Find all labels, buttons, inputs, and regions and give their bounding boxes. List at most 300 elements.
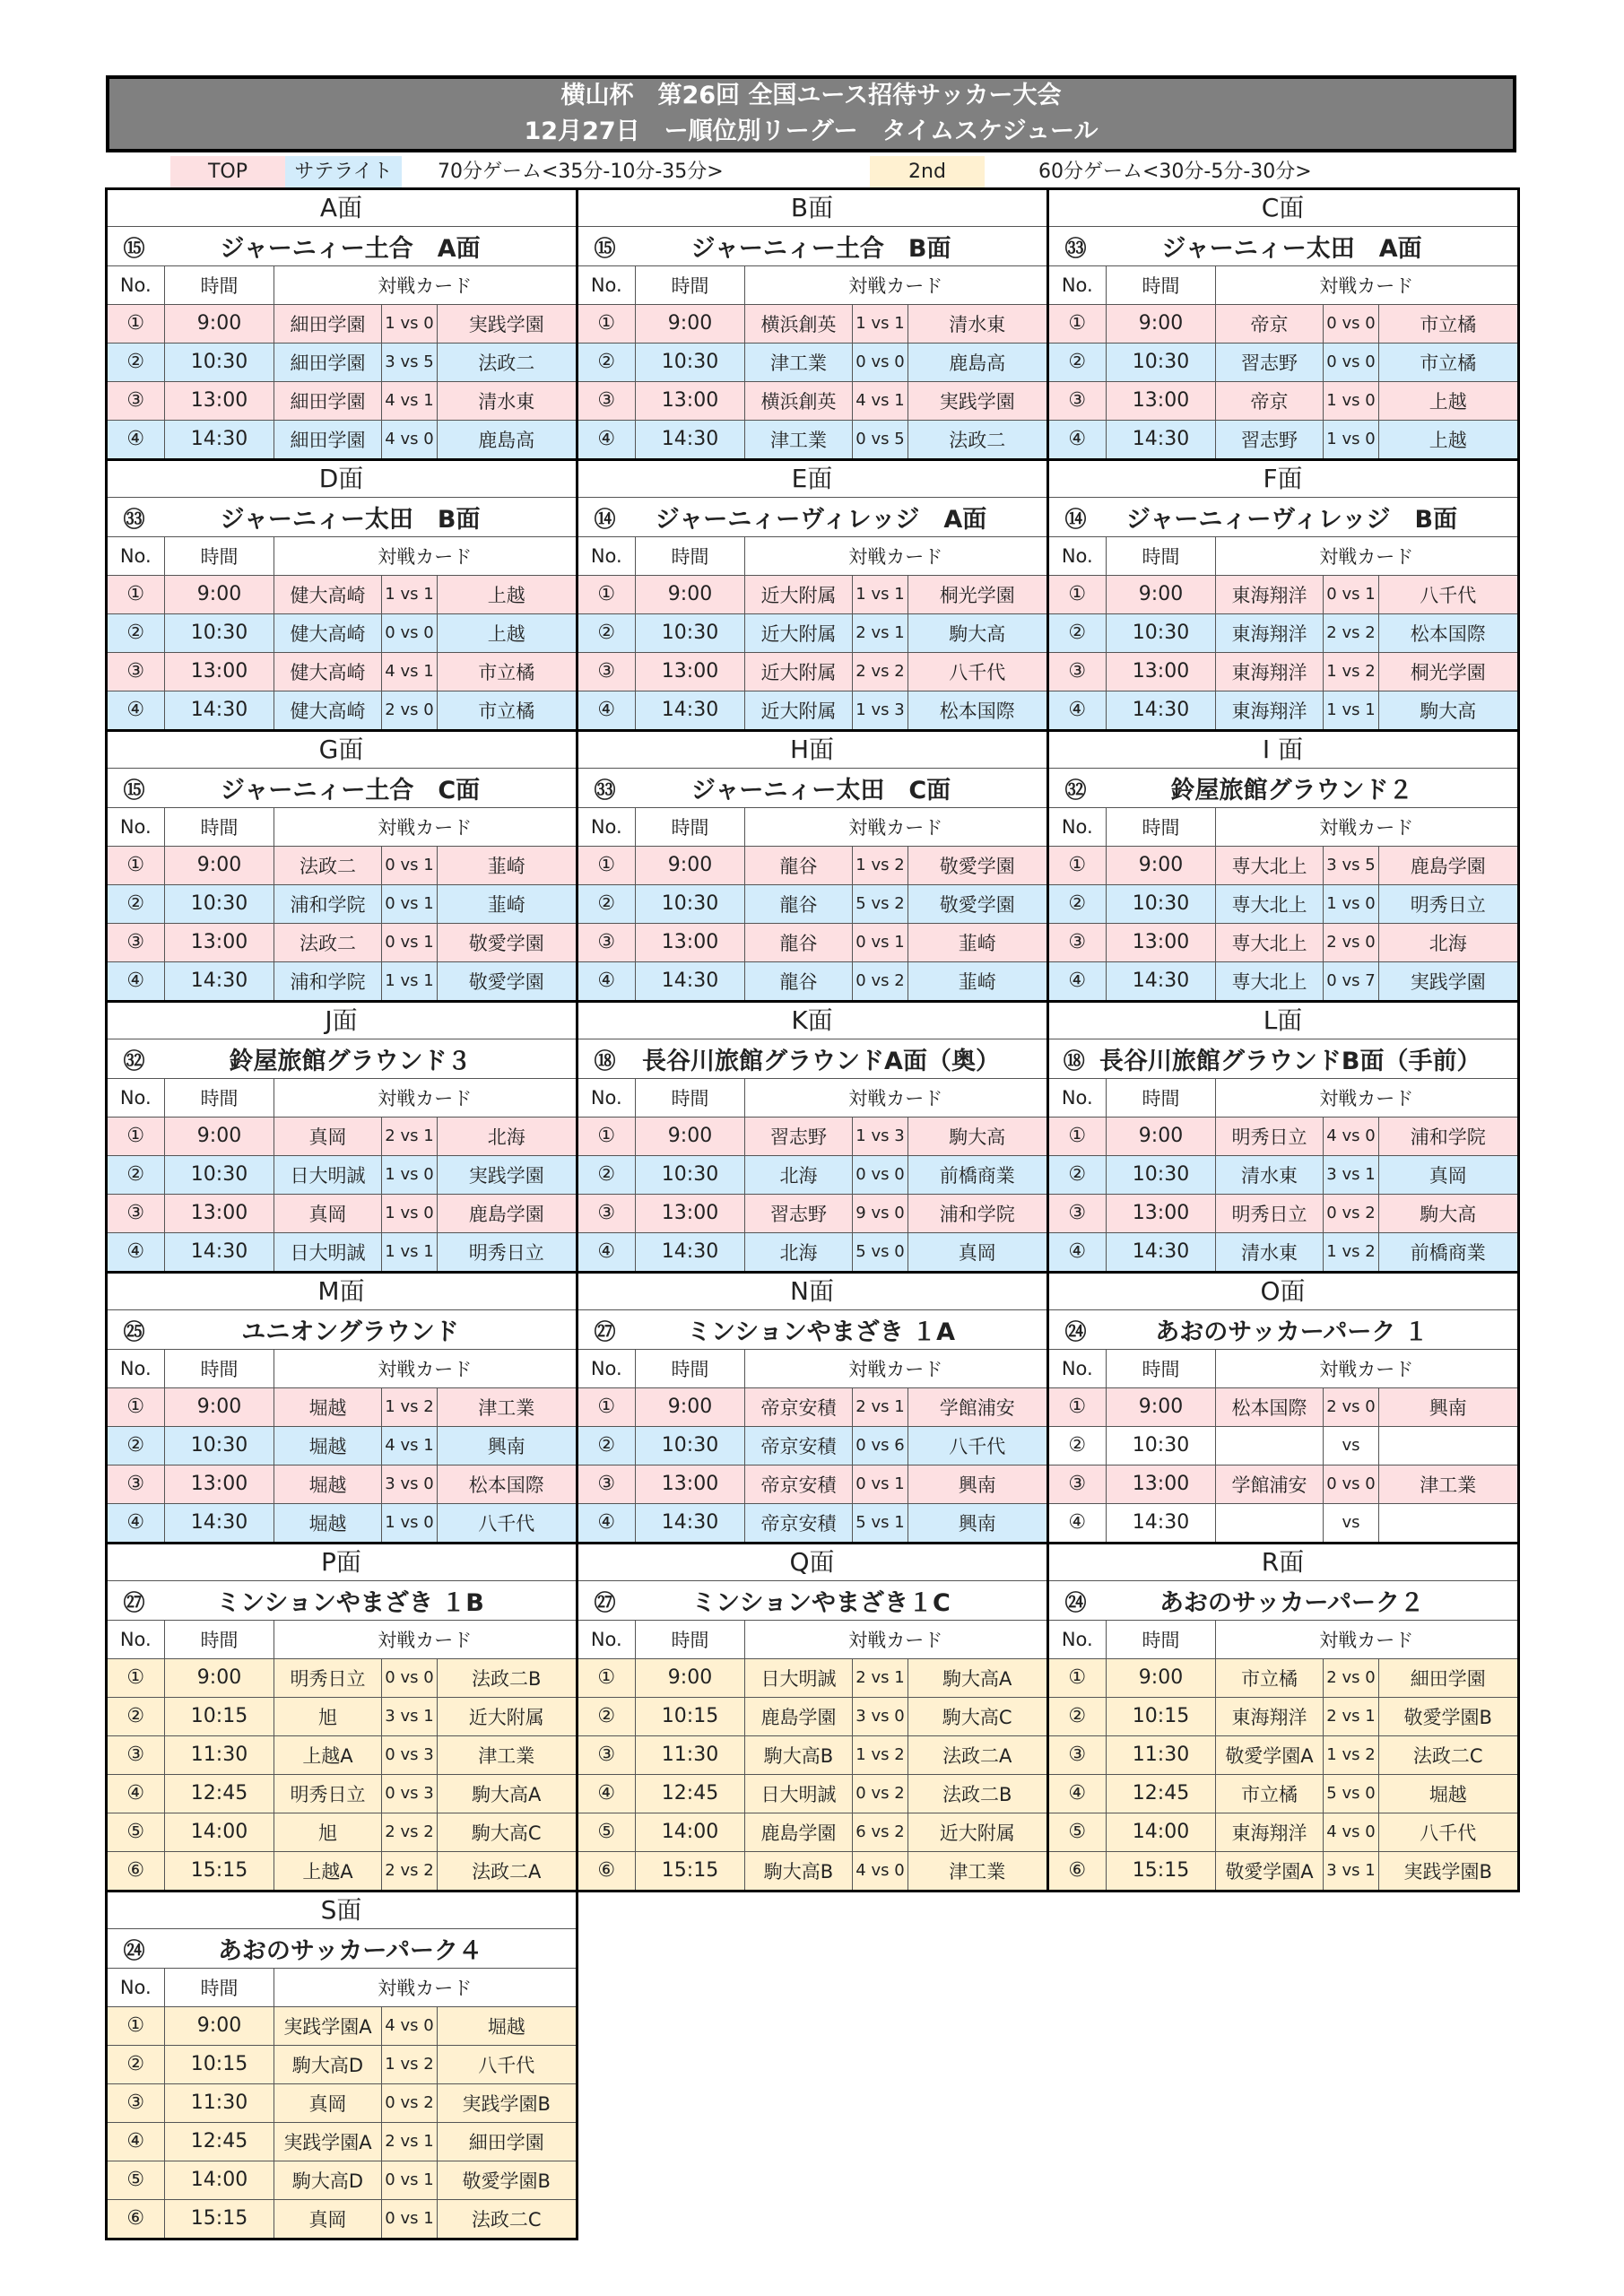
venue-row xyxy=(578,498,1046,537)
team-away: 法政二B xyxy=(438,1658,576,1697)
match-row xyxy=(108,2122,576,2161)
team-away: 韮崎 xyxy=(438,884,576,923)
header-match: 対戦カード xyxy=(745,808,1046,847)
venue-row xyxy=(1049,227,1517,266)
match-row xyxy=(1049,613,1517,652)
team-away: 明秀日立 xyxy=(438,1232,576,1271)
match-no: ④ xyxy=(1049,1232,1107,1271)
team-home: 駒大高D xyxy=(274,2161,382,2199)
header-time: 時間 xyxy=(165,1350,274,1388)
venue-name: 長谷川旅館グラウンドA面（奥） xyxy=(642,1047,1000,1075)
match-score: 0 vs 2 xyxy=(853,1774,908,1813)
header-no: No. xyxy=(1049,1079,1107,1118)
team-away: 法政二A xyxy=(908,1735,1046,1774)
field-section-label: P面 xyxy=(108,1544,576,1581)
match-row xyxy=(1049,652,1517,691)
header-time: 時間 xyxy=(165,1969,274,2007)
match-score: 1 vs 2 xyxy=(1324,1232,1379,1271)
match-no: ② xyxy=(1049,1155,1107,1194)
match-row xyxy=(578,1117,1046,1155)
match-time: 10:30 xyxy=(1107,884,1216,923)
match-score: 1 vs 0 xyxy=(382,1155,438,1194)
match-time: 12:45 xyxy=(165,2122,274,2161)
team-away: 上越 xyxy=(438,613,576,652)
header-match: 対戦カード xyxy=(274,1969,576,2007)
match-row xyxy=(578,1658,1046,1697)
match-score: 4 vs 0 xyxy=(382,2006,438,2045)
header-no: No. xyxy=(108,1621,165,1659)
team-home: 明秀日立 xyxy=(1216,1117,1324,1155)
match-no: ⑤ xyxy=(578,1813,636,1851)
venue-number: ㉜ xyxy=(1064,777,1087,803)
team-home: 学館浦安 xyxy=(1216,1465,1324,1503)
match-time: 14:30 xyxy=(1107,691,1216,729)
field-section-label: D面 xyxy=(108,461,576,498)
header-no: No. xyxy=(1049,1621,1107,1659)
match-no: ⑥ xyxy=(108,2199,165,2238)
team-away: 桐光学園 xyxy=(1379,652,1517,691)
match-no: ② xyxy=(578,1155,636,1194)
match-row xyxy=(1049,1697,1517,1735)
venue-number: ⑮ xyxy=(594,235,616,261)
team-away xyxy=(1379,1503,1517,1542)
match-score: 0 vs 1 xyxy=(853,923,908,961)
team-away: 法政二C xyxy=(438,2199,576,2238)
match-score: 0 vs 1 xyxy=(1324,575,1379,613)
team-home: 細田学園 xyxy=(274,420,382,458)
header-match: 対戦カード xyxy=(274,537,576,576)
match-no: ③ xyxy=(578,652,636,691)
header-time: 時間 xyxy=(636,537,745,576)
column-header-row xyxy=(108,1621,576,1659)
team-home: 東海翔洋 xyxy=(1216,652,1324,691)
team-away: 上越 xyxy=(1379,381,1517,420)
team-away: 法政二A xyxy=(438,1851,576,1890)
team-home: 龍谷 xyxy=(745,923,853,961)
team-home: 近大附属 xyxy=(745,652,853,691)
team-home: 健大高崎 xyxy=(274,613,382,652)
match-no: ③ xyxy=(578,1194,636,1232)
column-header-row xyxy=(1049,1350,1517,1388)
team-away: 市立橘 xyxy=(1379,304,1517,343)
header-no: No. xyxy=(578,1621,636,1659)
match-time: 13:00 xyxy=(1107,1465,1216,1503)
match-time: 10:30 xyxy=(636,1426,745,1465)
match-time: 13:00 xyxy=(165,381,274,420)
venue-number: ㉝ xyxy=(1064,235,1087,261)
field-panel-4 xyxy=(576,458,1049,732)
team-away: 法政二B xyxy=(908,1774,1046,1813)
match-time: 9:00 xyxy=(1107,1387,1216,1426)
team-away: 堀越 xyxy=(1379,1774,1517,1813)
match-no: ① xyxy=(108,304,165,343)
team-away: 法政二C xyxy=(1379,1735,1517,1774)
team-home: 堀越 xyxy=(274,1426,382,1465)
team-home: 北海 xyxy=(745,1232,853,1271)
header-match: 対戦カード xyxy=(1216,1621,1517,1659)
team-home: 清水東 xyxy=(1216,1232,1324,1271)
field-panel-17 xyxy=(1046,1542,1520,1892)
field-section-label: Q面 xyxy=(578,1544,1046,1581)
match-score: 2 vs 0 xyxy=(1324,1658,1379,1697)
match-table xyxy=(1049,1621,1517,1890)
match-time: 9:00 xyxy=(165,846,274,884)
match-row xyxy=(108,1735,576,1774)
header-time: 時間 xyxy=(636,1350,745,1388)
team-away: 興南 xyxy=(908,1465,1046,1503)
match-no: ③ xyxy=(578,381,636,420)
match-row xyxy=(578,1774,1046,1813)
match-time: 9:00 xyxy=(165,1387,274,1426)
match-no: ③ xyxy=(1049,1194,1107,1232)
header-time: 時間 xyxy=(1107,266,1216,305)
team-away: 八千代 xyxy=(438,2045,576,2083)
header-time: 時間 xyxy=(636,1079,745,1118)
team-away: 桐光学園 xyxy=(908,575,1046,613)
team-home: 真岡 xyxy=(274,1194,382,1232)
team-home: 北海 xyxy=(745,1155,853,1194)
team-away: 韮崎 xyxy=(908,923,1046,961)
header-match: 対戦カード xyxy=(1216,1350,1517,1388)
team-home: 専大北上 xyxy=(1216,846,1324,884)
match-no: ④ xyxy=(108,1503,165,1542)
header-no: No. xyxy=(108,1969,165,2007)
match-score: 0 vs 2 xyxy=(382,2083,438,2122)
match-score: 1 vs 1 xyxy=(382,961,438,1000)
match-time: 14:30 xyxy=(165,961,274,1000)
match-time: 13:00 xyxy=(636,1194,745,1232)
team-home: 駒大高B xyxy=(745,1851,853,1890)
team-away: 八千代 xyxy=(1379,575,1517,613)
header-time: 時間 xyxy=(1107,537,1216,576)
match-row xyxy=(108,846,576,884)
header-match: 対戦カード xyxy=(1216,1079,1517,1118)
venue-number: ㉝ xyxy=(123,506,145,532)
match-table xyxy=(578,808,1046,1000)
header-match: 対戦カード xyxy=(745,1079,1046,1118)
match-time: 9:00 xyxy=(636,1658,745,1697)
match-table xyxy=(108,537,576,729)
match-row xyxy=(578,381,1046,420)
team-away: 堀越 xyxy=(438,2006,576,2045)
match-no: ⑤ xyxy=(108,2161,165,2199)
match-no: ⑥ xyxy=(1049,1851,1107,1890)
team-home: 明秀日立 xyxy=(274,1774,382,1813)
team-away: 市立橘 xyxy=(438,652,576,691)
venue-name: ジャーニィー太田 B面 xyxy=(220,505,481,534)
match-time: 10:15 xyxy=(636,1697,745,1735)
match-row xyxy=(108,1813,576,1851)
match-score: 0 vs 2 xyxy=(1324,1194,1379,1232)
match-no: ④ xyxy=(578,420,636,458)
match-score: 0 vs 2 xyxy=(853,961,908,1000)
legend-2nd: 2nd xyxy=(870,156,985,188)
match-score: 2 vs 2 xyxy=(382,1851,438,1890)
team-away: 八千代 xyxy=(908,1426,1046,1465)
team-home: 松本国際 xyxy=(1216,1387,1324,1426)
header-no: No. xyxy=(1049,266,1107,305)
match-score: 1 vs 3 xyxy=(853,691,908,729)
team-away: 鹿島高 xyxy=(438,420,576,458)
team-home: 明秀日立 xyxy=(1216,1194,1324,1232)
team-home: 旭 xyxy=(274,1813,382,1851)
match-score: 1 vs 0 xyxy=(382,304,438,343)
team-home: 日大明誠 xyxy=(745,1774,853,1813)
match-no: ④ xyxy=(578,961,636,1000)
match-score: 1 vs 1 xyxy=(853,575,908,613)
field-section-label: F面 xyxy=(1049,461,1517,498)
team-home: 龍谷 xyxy=(745,846,853,884)
team-away: 八千代 xyxy=(908,652,1046,691)
match-time: 13:00 xyxy=(636,381,745,420)
match-score: 0 vs 0 xyxy=(853,343,908,381)
match-no: ④ xyxy=(108,420,165,458)
field-section-label: M面 xyxy=(108,1274,576,1310)
match-time: 10:30 xyxy=(636,343,745,381)
team-away: 敬愛学園 xyxy=(438,961,576,1000)
match-score: 2 vs 2 xyxy=(1324,613,1379,652)
header-match: 対戦カード xyxy=(274,266,576,305)
match-table xyxy=(108,1350,576,1542)
match-score: 2 vs 1 xyxy=(1324,1697,1379,1735)
match-no: ④ xyxy=(108,691,165,729)
match-time: 14:00 xyxy=(636,1813,745,1851)
match-no: ① xyxy=(578,1387,636,1426)
team-away: 実践学園 xyxy=(438,304,576,343)
match-time: 9:00 xyxy=(636,304,745,343)
match-score: 0 vs 0 xyxy=(1324,343,1379,381)
match-time: 13:00 xyxy=(1107,381,1216,420)
match-row xyxy=(108,2199,576,2238)
venue-number: ㉗ xyxy=(123,1589,145,1615)
header-no: No. xyxy=(578,537,636,576)
venue-number: ㉔ xyxy=(1064,1589,1087,1615)
field-section-label: N面 xyxy=(578,1274,1046,1310)
match-row xyxy=(108,2045,576,2083)
match-row xyxy=(1049,1194,1517,1232)
match-time: 10:30 xyxy=(165,613,274,652)
match-no: ③ xyxy=(1049,923,1107,961)
header-match: 対戦カード xyxy=(274,808,576,847)
column-header-row xyxy=(108,1079,576,1118)
match-row xyxy=(108,420,576,458)
field-section-label: J面 xyxy=(108,1003,576,1039)
title-bar xyxy=(106,75,1516,152)
venue-name: 長谷川旅館グラウンドB面（手前） xyxy=(1099,1047,1481,1075)
header-time: 時間 xyxy=(1107,1621,1216,1659)
match-time: 14:00 xyxy=(165,1813,274,1851)
match-no: ③ xyxy=(578,923,636,961)
match-no: ① xyxy=(108,1658,165,1697)
column-header-row xyxy=(578,1079,1046,1118)
match-time: 14:30 xyxy=(165,1232,274,1271)
match-time: 10:30 xyxy=(1107,613,1216,652)
venue-row xyxy=(108,1929,576,1969)
team-away: 近大附属 xyxy=(908,1813,1046,1851)
venue-number: ⑮ xyxy=(123,777,145,803)
field-panel-9 xyxy=(105,1000,578,1274)
match-time: 10:30 xyxy=(1107,1155,1216,1194)
header-match: 対戦カード xyxy=(274,1621,576,1659)
team-away: 駒大高 xyxy=(1379,691,1517,729)
match-time: 12:45 xyxy=(165,1774,274,1813)
match-row xyxy=(108,1117,576,1155)
match-no: ① xyxy=(578,304,636,343)
match-row xyxy=(108,613,576,652)
match-time: 13:00 xyxy=(1107,923,1216,961)
match-score: 2 vs 1 xyxy=(382,1117,438,1155)
match-score: 2 vs 1 xyxy=(853,1387,908,1426)
team-home: 龍谷 xyxy=(745,961,853,1000)
match-score: 0 vs 5 xyxy=(853,420,908,458)
team-away: 興南 xyxy=(908,1503,1046,1542)
match-no: ③ xyxy=(108,923,165,961)
team-home: 津工業 xyxy=(745,420,853,458)
team-home: 習志野 xyxy=(745,1117,853,1155)
header-no: No. xyxy=(578,1350,636,1388)
field-section-label: I 面 xyxy=(1049,732,1517,769)
match-row xyxy=(578,343,1046,381)
match-no: ③ xyxy=(1049,381,1107,420)
match-no: ② xyxy=(1049,613,1107,652)
match-row xyxy=(1049,575,1517,613)
header-no: No. xyxy=(578,808,636,847)
venue-name: ジャーニィー土合 C面 xyxy=(220,776,481,804)
match-time: 14:30 xyxy=(165,1503,274,1542)
match-row xyxy=(108,1426,576,1465)
venue-number: ⑱ xyxy=(1063,1048,1085,1074)
header-match: 対戦カード xyxy=(745,1621,1046,1659)
field-section-label: B面 xyxy=(578,190,1046,227)
column-header-row xyxy=(1049,1621,1517,1659)
team-away: 浦和学院 xyxy=(908,1194,1046,1232)
column-header-row xyxy=(578,1621,1046,1659)
match-score: 1 vs 2 xyxy=(382,1387,438,1426)
team-home: 龍谷 xyxy=(745,884,853,923)
team-away: 津工業 xyxy=(1379,1465,1517,1503)
match-row xyxy=(1049,691,1517,729)
match-table xyxy=(1049,266,1517,458)
match-no: ② xyxy=(578,1426,636,1465)
match-score: 2 vs 1 xyxy=(382,2122,438,2161)
match-time: 12:45 xyxy=(636,1774,745,1813)
match-score: 2 vs 0 xyxy=(1324,1387,1379,1426)
match-no: ④ xyxy=(108,2122,165,2161)
match-no: ④ xyxy=(1049,1503,1107,1542)
legend-satellite: サテライト xyxy=(285,156,402,188)
match-row xyxy=(578,691,1046,729)
match-row xyxy=(1049,1232,1517,1271)
match-no: ④ xyxy=(1049,961,1107,1000)
column-header-row xyxy=(1049,1079,1517,1118)
header-time: 時間 xyxy=(165,1621,274,1659)
team-home: 細田学園 xyxy=(274,343,382,381)
match-time: 13:00 xyxy=(165,1465,274,1503)
match-score: 1 vs 1 xyxy=(1324,691,1379,729)
match-row xyxy=(108,304,576,343)
team-home: 東海翔洋 xyxy=(1216,1697,1324,1735)
team-home: 明秀日立 xyxy=(274,1658,382,1697)
venue-number: ㉗ xyxy=(594,1589,616,1615)
match-row xyxy=(578,1735,1046,1774)
match-time: 9:00 xyxy=(165,304,274,343)
team-home: 堀越 xyxy=(274,1503,382,1542)
match-score: 4 vs 1 xyxy=(853,381,908,420)
field-section-label: R面 xyxy=(1049,1544,1517,1581)
match-time: 13:00 xyxy=(165,1194,274,1232)
match-score: 5 vs 0 xyxy=(1324,1774,1379,1813)
venue-name: ジャーニィー太田 C面 xyxy=(690,776,951,804)
match-score: 1 vs 1 xyxy=(382,575,438,613)
match-table xyxy=(578,1621,1046,1890)
venue-row xyxy=(108,1581,576,1621)
match-row xyxy=(578,420,1046,458)
header-time: 時間 xyxy=(636,808,745,847)
team-home: 堀越 xyxy=(274,1387,382,1426)
title-line-1: 横山杯 第26回 全国ユース招待サッカー大会 xyxy=(560,82,1062,109)
team-home: 帝京安積 xyxy=(745,1426,853,1465)
venue-number: ⑭ xyxy=(594,506,616,532)
column-header-row xyxy=(108,266,576,305)
venue-row xyxy=(578,1039,1046,1079)
column-header-row xyxy=(578,537,1046,576)
field-panel-18 xyxy=(105,1890,578,2240)
match-no: ③ xyxy=(1049,1735,1107,1774)
match-score: 4 vs 1 xyxy=(382,1426,438,1465)
match-no: ⑤ xyxy=(1049,1813,1107,1851)
match-score: 2 vs 2 xyxy=(853,652,908,691)
team-home: 専大北上 xyxy=(1216,923,1324,961)
match-table xyxy=(1049,1079,1517,1271)
match-no: ③ xyxy=(578,1465,636,1503)
match-time: 11:30 xyxy=(165,1735,274,1774)
venue-number: ㉗ xyxy=(594,1318,616,1344)
match-score: 1 vs 1 xyxy=(382,1232,438,1271)
match-no: ② xyxy=(578,613,636,652)
team-away: 敬愛学園 xyxy=(438,923,576,961)
match-row xyxy=(108,1387,576,1426)
match-no: ③ xyxy=(108,1735,165,1774)
field-panel-10 xyxy=(576,1000,1049,1274)
match-score: 5 vs 0 xyxy=(853,1232,908,1271)
match-time: 13:00 xyxy=(636,652,745,691)
venue-row xyxy=(108,1310,576,1350)
team-home: 真岡 xyxy=(274,2083,382,2122)
match-no: ③ xyxy=(108,1465,165,1503)
venue-number: ㉔ xyxy=(123,1937,145,1963)
header-no: No. xyxy=(1049,808,1107,847)
match-no: ② xyxy=(108,1426,165,1465)
match-table xyxy=(578,1079,1046,1271)
match-time: 10:15 xyxy=(165,2045,274,2083)
team-home: 清水東 xyxy=(1216,1155,1324,1194)
header-no: No. xyxy=(108,808,165,847)
team-away: 実践学園B xyxy=(1379,1851,1517,1890)
team-home: 日大明誠 xyxy=(274,1232,382,1271)
match-row xyxy=(1049,1387,1517,1426)
team-away: 敬愛学園B xyxy=(1379,1697,1517,1735)
team-home: 市立橘 xyxy=(1216,1658,1324,1697)
column-header-row xyxy=(1049,537,1517,576)
match-row xyxy=(578,613,1046,652)
match-row xyxy=(1049,343,1517,381)
header-match: 対戦カード xyxy=(1216,808,1517,847)
team-home: 旭 xyxy=(274,1697,382,1735)
field-section-label: S面 xyxy=(108,1892,576,1929)
match-time: 9:00 xyxy=(165,1117,274,1155)
match-row xyxy=(1049,846,1517,884)
match-no: ③ xyxy=(1049,652,1107,691)
